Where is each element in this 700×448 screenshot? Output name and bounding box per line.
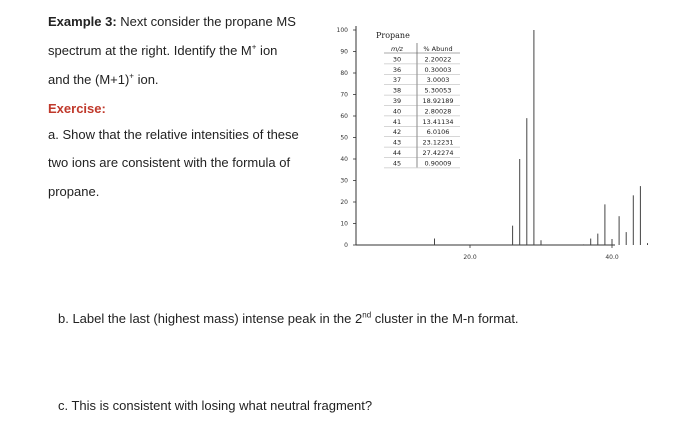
abundance-table	[370, 31, 466, 202]
x-label: 20.0	[463, 254, 477, 261]
y-tick-label: 70	[340, 91, 348, 99]
x-label: 40.0	[605, 254, 619, 261]
question-b-text: b. Label the last (highest mass) intense peak in the 2	[58, 311, 363, 326]
example-label: Example 3:	[48, 14, 117, 29]
line3-superscript: +	[129, 71, 134, 81]
table-cell-abund: 13.41134	[422, 117, 454, 126]
spectrum-peaks	[435, 30, 648, 245]
table-cell-abund: 5.30053	[424, 86, 452, 95]
question-b-suffix: cluster in the M-n format.	[371, 311, 519, 326]
table-header-mz: m/z	[391, 45, 403, 53]
table-cell-abund: 0.30003	[424, 65, 452, 74]
question-a-line3: propane.	[48, 184, 100, 199]
table-cell-mz: 40	[392, 107, 402, 116]
y-tick-label: 10	[340, 220, 348, 228]
table-cell-abund: 0.90009	[424, 159, 452, 168]
y-tick-label: 80	[340, 70, 348, 77]
y-tick-label: 0	[344, 242, 348, 249]
x-axis-labels	[463, 254, 619, 261]
table-cell-mz: 36	[392, 65, 402, 74]
table-cell-mz: 38	[392, 86, 402, 95]
table-cell-abund: 23.12231	[422, 138, 454, 147]
y-tick-label: 100	[336, 27, 348, 34]
y-tick-label: 50	[340, 134, 348, 142]
y-tick-label: 40	[340, 156, 348, 163]
question-a-line1: a. Show that the relative intensities of these	[48, 127, 299, 142]
question-a-line2: two ions are consistent with the formula of	[48, 155, 291, 170]
table-title: Propane	[376, 31, 410, 40]
line3-suffix: ion.	[133, 72, 159, 87]
table-cell-mz: 44	[392, 149, 402, 157]
table-cell-mz: 43	[392, 138, 402, 147]
table-cell-mz: 37	[392, 76, 402, 85]
table-cell-mz: 42	[392, 128, 402, 137]
table-cell-abund: 2.20022	[424, 55, 452, 64]
line2-superscript: +	[251, 42, 257, 52]
table-cell-mz: 30	[392, 55, 402, 64]
table-cell-mz: 41	[392, 117, 402, 126]
table-header-abund: % Abund	[423, 45, 453, 53]
example-line1: Next consider the propane MS	[116, 14, 296, 29]
y-tick-label: 30	[340, 177, 348, 185]
table-cell-mz: 39	[392, 97, 402, 105]
table-cell-abund: 27.42274	[422, 149, 454, 157]
question-b-superscript: nd	[362, 310, 372, 320]
table-cell-abund: 2.80028	[424, 107, 452, 116]
y-tick-label: 60	[340, 113, 348, 120]
exercise-label: Exercise:	[48, 101, 106, 116]
question-c: c. This is consistent with losing what neutral fragment?	[58, 398, 373, 413]
y-tick-label: 20	[340, 199, 348, 206]
line2-suffix: ion	[256, 43, 278, 58]
table-cell-mz: 45	[392, 159, 402, 168]
table-cell-abund: 6.0106	[426, 128, 450, 137]
y-tick-label: 90	[340, 48, 348, 56]
y-axis-ticks	[337, 27, 356, 249]
line3-text: and the (M+1)	[48, 72, 130, 87]
table-cell-abund: 18.92189	[422, 97, 454, 105]
table-cell-abund: 3.0003	[426, 76, 450, 85]
line2-text: spectrum at the right. Identify the M	[48, 43, 252, 58]
